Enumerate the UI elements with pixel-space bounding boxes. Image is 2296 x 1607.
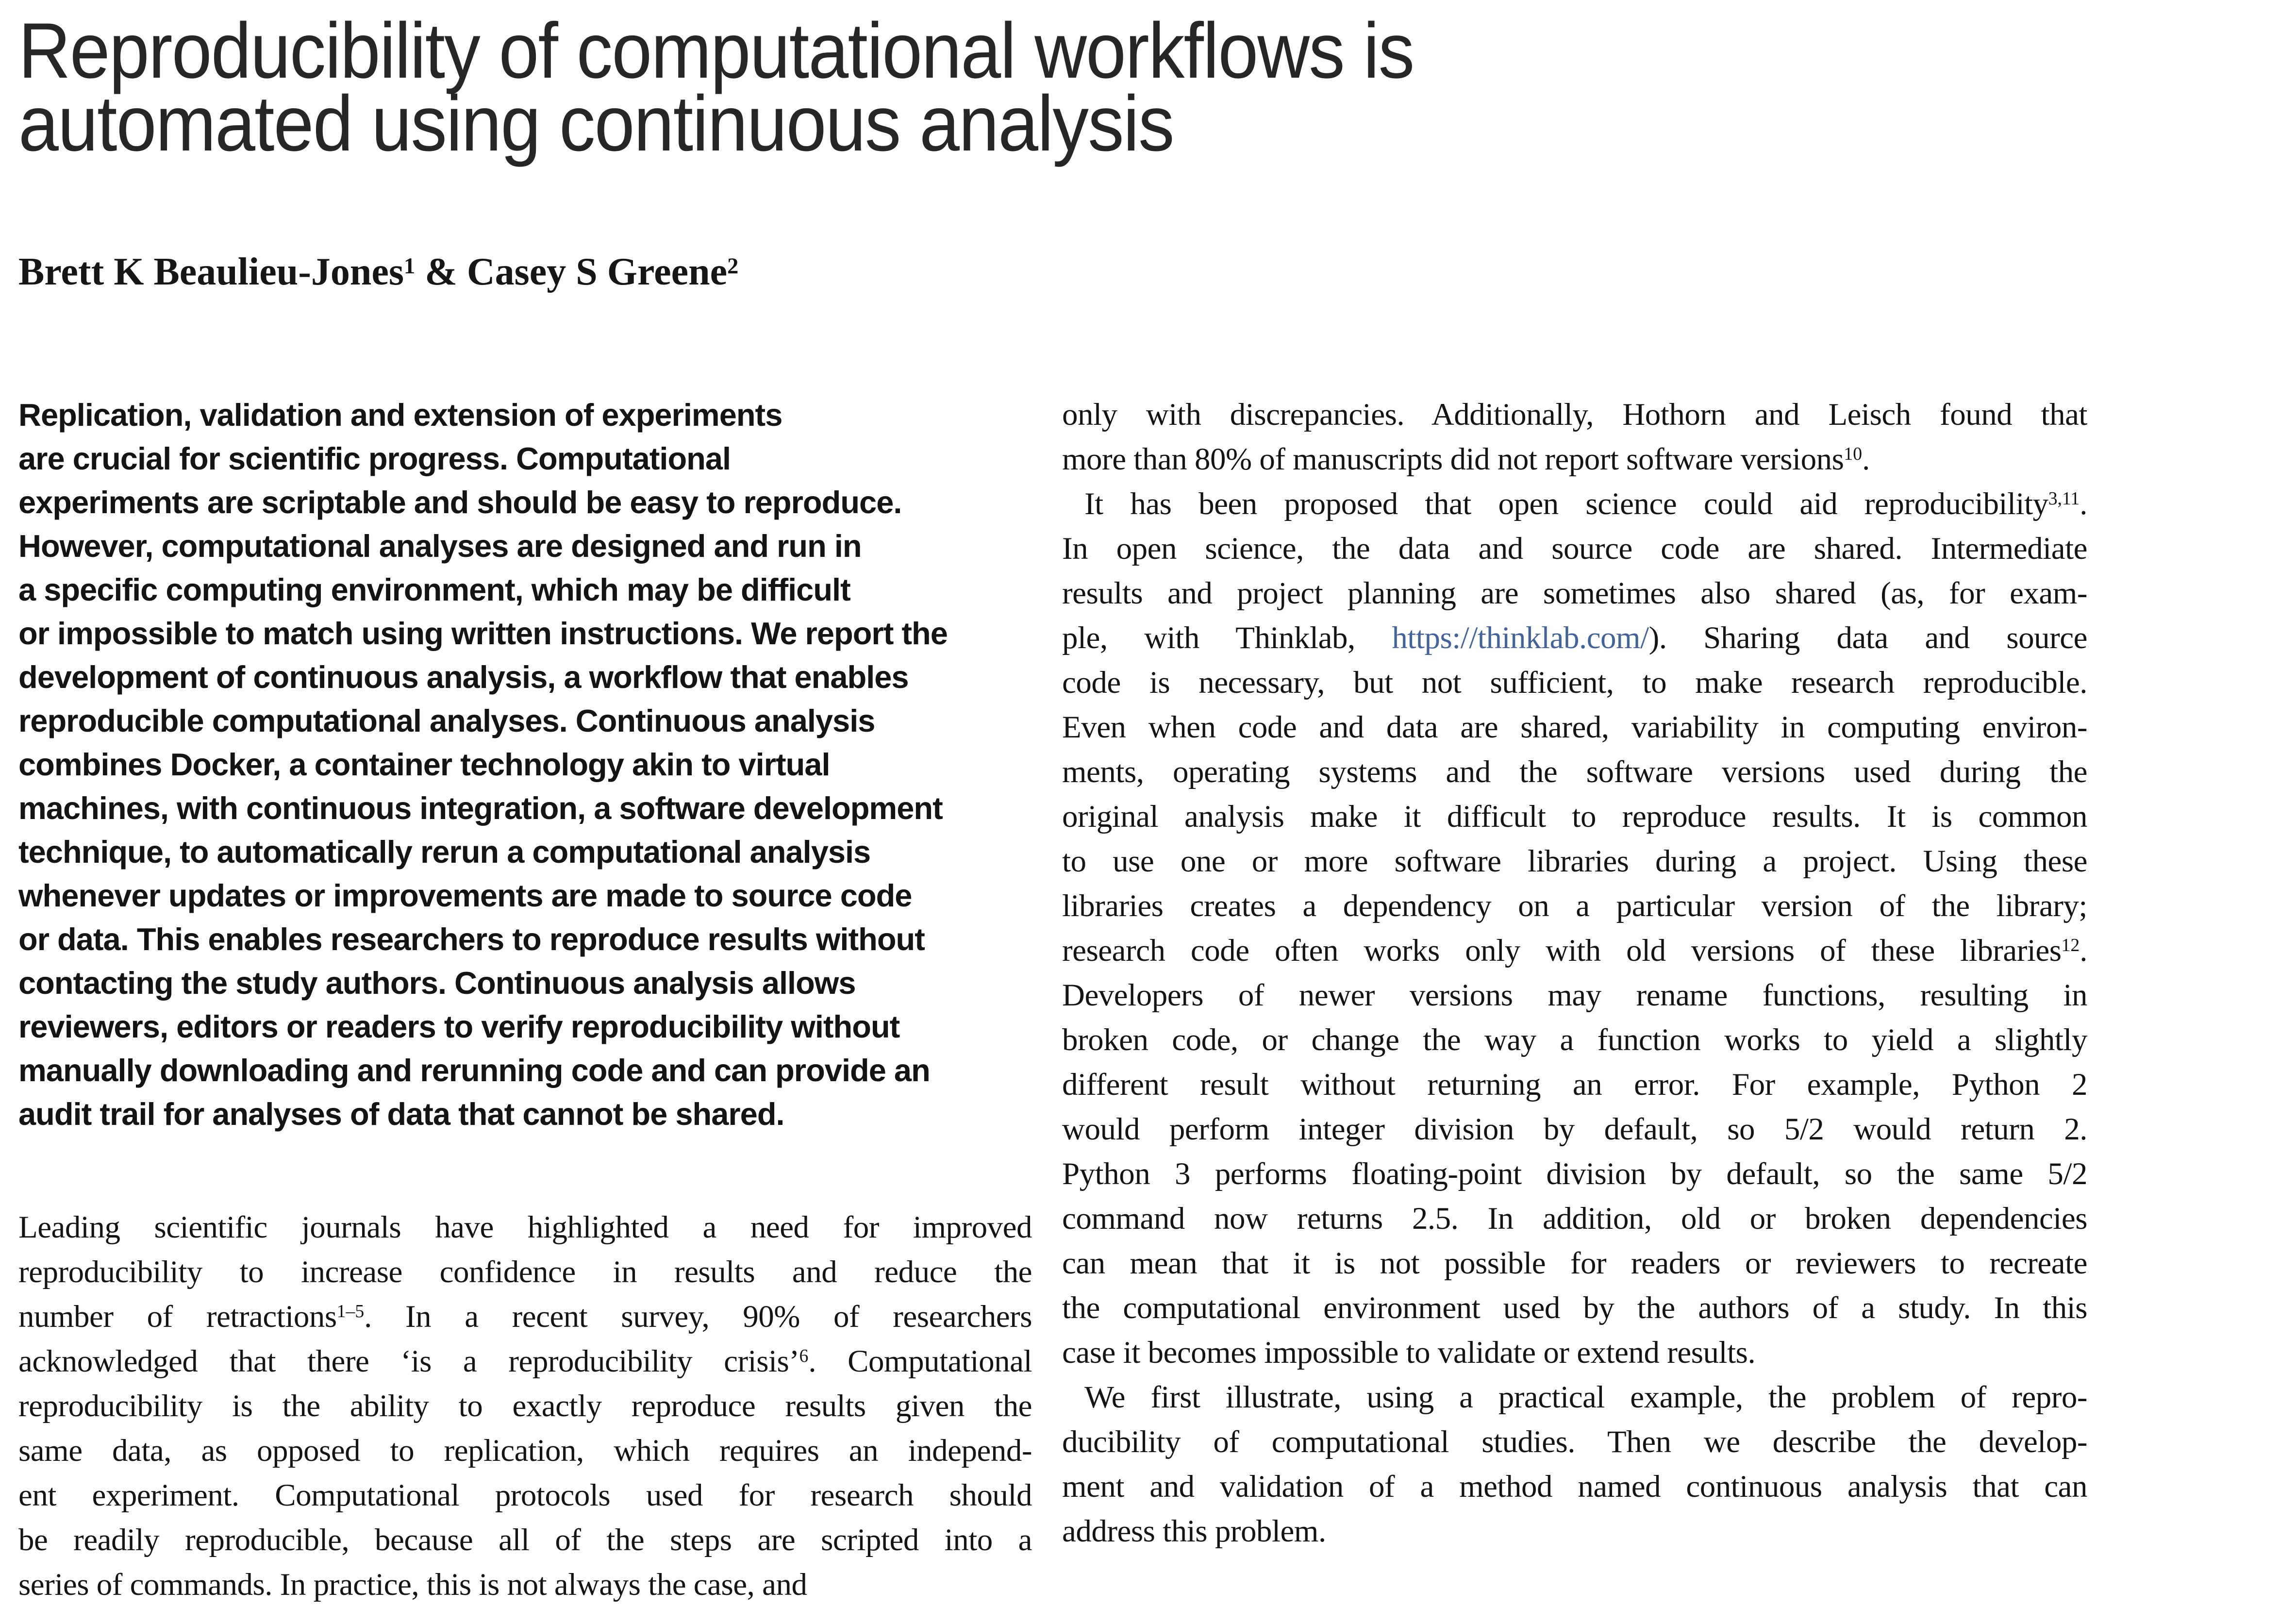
text-line	[1062, 616, 2087, 660]
text-line: combines Docker, a container technology akin to virtual	[18, 747, 830, 782]
text-run: original analysis make it difficult to reproduce results. It is common	[1062, 799, 2087, 834]
left-column-introduction	[18, 1205, 1032, 1607]
text-line	[1062, 526, 2087, 571]
text-line	[1062, 660, 2087, 705]
text-run: Developers of newer versions may rename functions, resulting in	[1062, 978, 2087, 1013]
text-line: reviewers, editors or readers to verify reproducibility without	[18, 1009, 900, 1044]
text-line	[1062, 1107, 2087, 1152]
author-1-affiliation-superscript: 1	[404, 253, 416, 279]
paper-title	[18, 7, 2296, 167]
text-line	[1062, 392, 2087, 437]
text-line	[1062, 1062, 2087, 1107]
text-run: .	[1862, 442, 1870, 477]
text-line	[1062, 884, 2087, 928]
text-line	[1062, 437, 2087, 482]
text-run: number of retractions	[18, 1299, 337, 1334]
reference-superscript: 10	[1844, 444, 1863, 465]
text-run: acknowledged that there ‘is a reproducibility crisis’	[18, 1344, 799, 1379]
reference-superscript: 3,11	[2048, 488, 2080, 509]
text-run: series of commands. In practice, this is not always the case, and	[18, 1567, 807, 1602]
text-line	[1062, 1241, 2087, 1286]
text-line: contacting the study authors. Continuous analysis allows	[18, 965, 856, 1001]
link-thinklab[interactable]: https://thinklab.com/	[1392, 620, 1649, 655]
text-run: only with discrepancies. Additionally, Hothorn and Leisch found that	[1062, 397, 2087, 432]
abstract	[18, 393, 1038, 1136]
text-line	[1062, 482, 2087, 526]
paper-title-line2: automated using continuous analysis	[18, 80, 1174, 167]
author-2: Casey S Greene	[466, 251, 728, 293]
text-line	[1062, 1152, 2087, 1196]
paper-title-line1: Reproducibility of computational workflows is	[18, 7, 1414, 95]
text-line	[18, 1294, 1032, 1339]
reference-superscript: 12	[2061, 935, 2080, 956]
text-run: same data, as opposed to replication, which requires an independ-	[18, 1433, 1032, 1468]
text-run: ). Sharing data and source	[1648, 620, 2087, 655]
text-run: libraries creates a dependency on a particular version of the library;	[1062, 888, 2087, 923]
text-run: to use one or more software libraries during a project. Using these	[1062, 844, 2087, 879]
text-line	[1062, 839, 2087, 884]
text-line: audit trail for analyses of data that cannot be shared.	[18, 1096, 784, 1132]
text-line	[1062, 973, 2087, 1018]
text-run: ent experiment. Computational protocols used for research should	[18, 1478, 1032, 1513]
text-line: Replication, validation and extension of experiments	[18, 397, 782, 433]
text-line	[18, 1473, 1032, 1518]
text-line: technique, to automatically rerun a computational analysis	[18, 834, 871, 870]
text-line	[18, 1562, 1032, 1607]
text-run: ple, with Thinklab,	[1062, 620, 1392, 655]
text-line	[18, 1518, 1032, 1562]
reference-superscript: 6	[799, 1346, 809, 1367]
text-line	[1062, 1509, 2087, 1554]
text-line: reproducible computational analyses. Continuous analysis	[18, 703, 875, 738]
text-line	[1062, 750, 2087, 794]
text-line: or data. This enables researchers to reproduce results without	[18, 921, 925, 957]
text-run: more than 80% of manuscripts did not report software versions	[1062, 442, 1844, 477]
text-run: would perform integer division by default, so 5/2 would return 2.	[1062, 1112, 2087, 1147]
text-run: . Computational	[808, 1344, 1032, 1379]
text-run: Even when code and data are shared, variability in computing environ-	[1062, 710, 2087, 745]
text-line	[1062, 1375, 2087, 1420]
text-line	[1062, 928, 2087, 973]
text-line	[1062, 794, 2087, 839]
reference-superscript: 1–5	[336, 1301, 365, 1322]
text-run: different result without returning an error. For example, Python 2	[1062, 1067, 2087, 1102]
text-line	[18, 1339, 1032, 1384]
text-line	[18, 1428, 1032, 1473]
text-run: can mean that it is not possible for readers or reviewers to recreate	[1062, 1246, 2087, 1281]
text-line: whenever updates or improvements are made to source code	[18, 878, 912, 913]
text-run: case it becomes impossible to validate or extend results.	[1062, 1335, 1756, 1370]
text-run: .	[2080, 486, 2087, 521]
text-line: However, computational analyses are designed and run in	[18, 528, 862, 564]
text-line	[1062, 1330, 2087, 1375]
author-2-affiliation-superscript: 2	[727, 253, 739, 279]
text-run: research code often works only with old versions of these libraries	[1062, 933, 2062, 968]
text-line: machines, with continuous integration, a software development	[18, 790, 943, 826]
text-run: the computational environment used by the authors of a study. In this	[1062, 1290, 2087, 1325]
text-run: address this problem.	[1062, 1514, 1326, 1549]
author-separator: &	[415, 251, 467, 293]
text-run: broken code, or change the way a function works to yield a slightly	[1062, 1022, 2087, 1057]
text-run: It has been proposed that open science could aid reproducibility	[1084, 486, 2048, 521]
text-run: . In a recent survey, 90% of researchers	[364, 1299, 1032, 1334]
text-line: experiments are scriptable and should be easy to reproduce.	[18, 485, 902, 520]
text-line	[1062, 1464, 2087, 1509]
text-run: ments, operating systems and the software versions used during the	[1062, 754, 2087, 789]
text-line: are crucial for scientific progress. Computational	[18, 441, 731, 476]
text-line	[1062, 1420, 2087, 1464]
text-run: code is necessary, but not sufficient, to make research reproducible.	[1062, 665, 2087, 700]
author-line	[18, 252, 738, 291]
text-line	[1062, 705, 2087, 750]
text-run: In open science, the data and source code are shared. Intermediate	[1062, 531, 2087, 566]
text-run: results and project planning are sometimes also shared (as, for exam-	[1062, 576, 2087, 611]
text-line: a specific computing environment, which may be difficult	[18, 572, 850, 607]
text-run: We first illustrate, using a practical example, the problem of repro-	[1084, 1380, 2087, 1415]
text-line	[1062, 1018, 2087, 1062]
text-run: Python 3 performs floating-point division by default, so the same 5/2	[1062, 1156, 2087, 1191]
text-run: ducibility of computational studies. Then we describe the develop-	[1062, 1424, 2087, 1459]
text-line	[18, 1205, 1032, 1250]
author-1: Brett K Beaulieu-Jones	[18, 251, 404, 293]
text-run: reproducibility to increase confidence in results and reduce the	[18, 1255, 1032, 1289]
text-line	[18, 1250, 1032, 1294]
text-run: be readily reproducible, because all of the steps are scripted into a	[18, 1523, 1032, 1557]
right-column-body	[1062, 392, 2087, 1554]
text-line: or impossible to match using written instructions. We report the	[18, 616, 948, 651]
text-line	[1062, 571, 2087, 616]
text-run: ment and validation of a method named continuous analysis that can	[1062, 1469, 2087, 1504]
text-run: .	[2080, 933, 2087, 968]
text-run: Leading scientific journals have highlighted a need for improved	[18, 1210, 1032, 1245]
text-run: command now returns 2.5. In addition, old or broken dependencies	[1062, 1201, 2087, 1236]
text-line: development of continuous analysis, a workflow that enables	[18, 659, 909, 695]
text-run: reproducibility is the ability to exactly reproduce results given the	[18, 1389, 1032, 1423]
text-line	[1062, 1286, 2087, 1330]
text-line	[1062, 1196, 2087, 1241]
text-line	[18, 1384, 1032, 1428]
text-line: manually downloading and rerunning code and can provide an	[18, 1053, 930, 1088]
